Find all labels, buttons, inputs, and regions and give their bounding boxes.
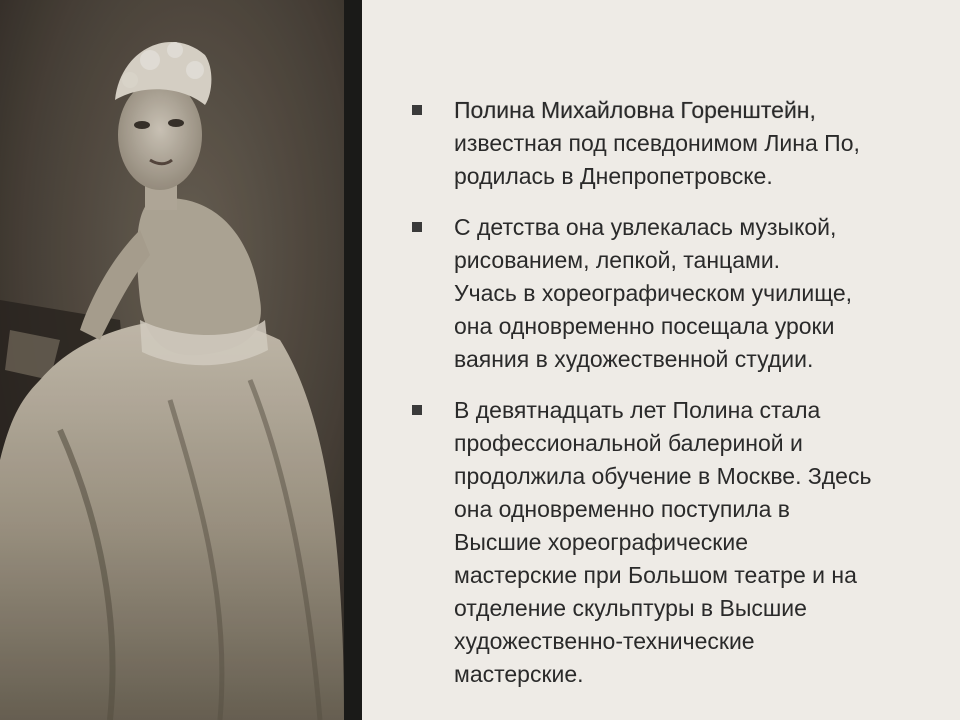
bullet-line: художественно-технические [454, 628, 755, 654]
bullet-line: родилась в Днепропетровске. [454, 163, 773, 189]
square-bullet-icon [412, 222, 422, 232]
bullet-line: мастерские при Большом театре и на [454, 562, 857, 588]
bullet-line: С детства она увлекалась музыкой, [454, 214, 837, 240]
bullet-line: мастерские. [454, 661, 584, 687]
bullet-item [408, 394, 928, 691]
photo-divider-bar [344, 0, 362, 720]
bullet-line: известная под псевдонимом Лина По, [454, 130, 860, 156]
portrait-photo [0, 0, 344, 720]
bullet-line: отделение скульптуры в Высшие [454, 595, 807, 621]
bullet-line: Учась в хореографическом училище, [454, 280, 853, 306]
bullet-line: ваяния в художественной студии. [454, 346, 814, 372]
bullet-line: профессиональной балериной и [454, 430, 803, 456]
bullet-line: рисованием, лепкой, танцами. [454, 247, 781, 273]
bullet-line: продолжила обучение в Москве. Здесь [454, 463, 872, 489]
square-bullet-icon [412, 105, 422, 115]
bullet-line: Высшие хореографические [454, 529, 748, 555]
square-bullet-icon [412, 405, 422, 415]
bullet-item [408, 94, 928, 193]
bullet-line: В девятнадцать лет Полина стала [454, 397, 821, 423]
bullet-line: она одновременно поступила в [454, 496, 791, 522]
portrait-photograph-icon [0, 0, 344, 720]
bullet-item [408, 211, 928, 376]
bullet-line: она одновременно посещала уроки [454, 313, 835, 339]
bullet-line: Полина Михайловна Горенштейн, [454, 97, 816, 123]
bullet-list [408, 94, 928, 709]
